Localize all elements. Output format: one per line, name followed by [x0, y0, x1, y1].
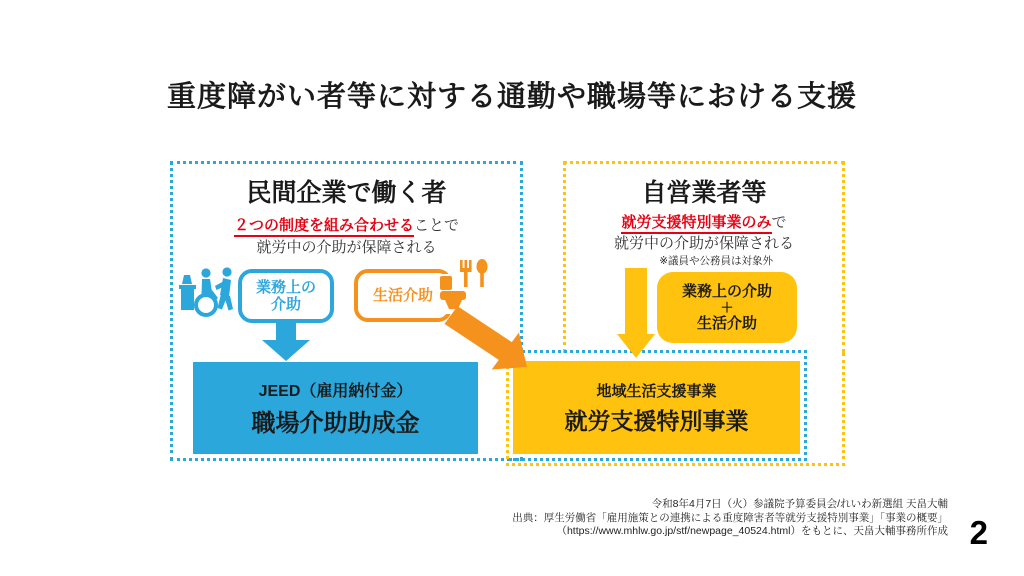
work-assist-label-line1: 業務上の: [255, 278, 316, 296]
wheelchair-assist-icon: [179, 264, 241, 329]
exclusion-note: ※議員や公務員は対象外: [659, 255, 773, 267]
footer-line3: （https://www.mhlw.go.jp/stf/newpage_40524.html）をもとに、天畠大輔事務所作成: [556, 525, 948, 537]
combined-assist-box: [657, 272, 797, 343]
jeed-subsidy-line1: JEED（雇用納付金）: [258, 383, 413, 400]
special-support-program-line2: 就労支援特別事業: [564, 407, 749, 434]
work-assist-label-line2: 介助: [270, 296, 301, 313]
private-company-lead-highlight: ２つの制度を組み合わせる: [234, 217, 414, 237]
self-employed-heading: 自営業者等: [641, 179, 767, 207]
blue-down-arrow: [262, 323, 310, 366]
yellow-down-arrow: [617, 268, 655, 363]
footer-line2: 出典：厚生労働省「雇用施策との連携による重度障害者等就労支援特別事業」「事業の概要」: [512, 511, 948, 524]
self-employed-lead-highlight: 就労支援特別事業のみ: [621, 214, 771, 234]
combined-assist-plus: ＋: [720, 300, 734, 315]
self-employed-lead-line1: [563, 211, 845, 232]
footer-line1: 令和8年4月7日（火）参議院予算委員会/れいわ新選組 天畠大輔: [651, 498, 948, 510]
page-title: 重度障がい者等に対する通勤や職場等における支援: [166, 81, 857, 113]
orange-diagonal-arrow: [443, 303, 535, 380]
private-company-lead-rest: ことで: [414, 217, 460, 234]
special-support-program-line1: 地域生活支援事業: [596, 382, 717, 400]
private-company-lead-line2: 就労中の介助が保障される: [256, 239, 437, 256]
life-assist-label: 生活介助: [372, 286, 433, 304]
special-support-program-box: [513, 361, 800, 454]
jeed-subsidy-box: [193, 362, 478, 454]
page-number: 2: [969, 514, 988, 551]
combined-assist-line1: 業務上の介助: [681, 282, 772, 300]
jeed-subsidy-line2: 職場介助助成金: [251, 410, 420, 437]
work-assist-pill: [238, 269, 334, 323]
footer-credits: [512, 498, 948, 539]
combined-assist-line3: 生活介助: [696, 315, 757, 332]
self-employed-lead-rest: で: [771, 214, 787, 231]
private-company-lead-line1: [170, 214, 523, 235]
private-company-heading: 民間企業で働く者: [246, 179, 447, 207]
self-employed-lead-line2: 就労中の介助が保障される: [613, 235, 794, 252]
